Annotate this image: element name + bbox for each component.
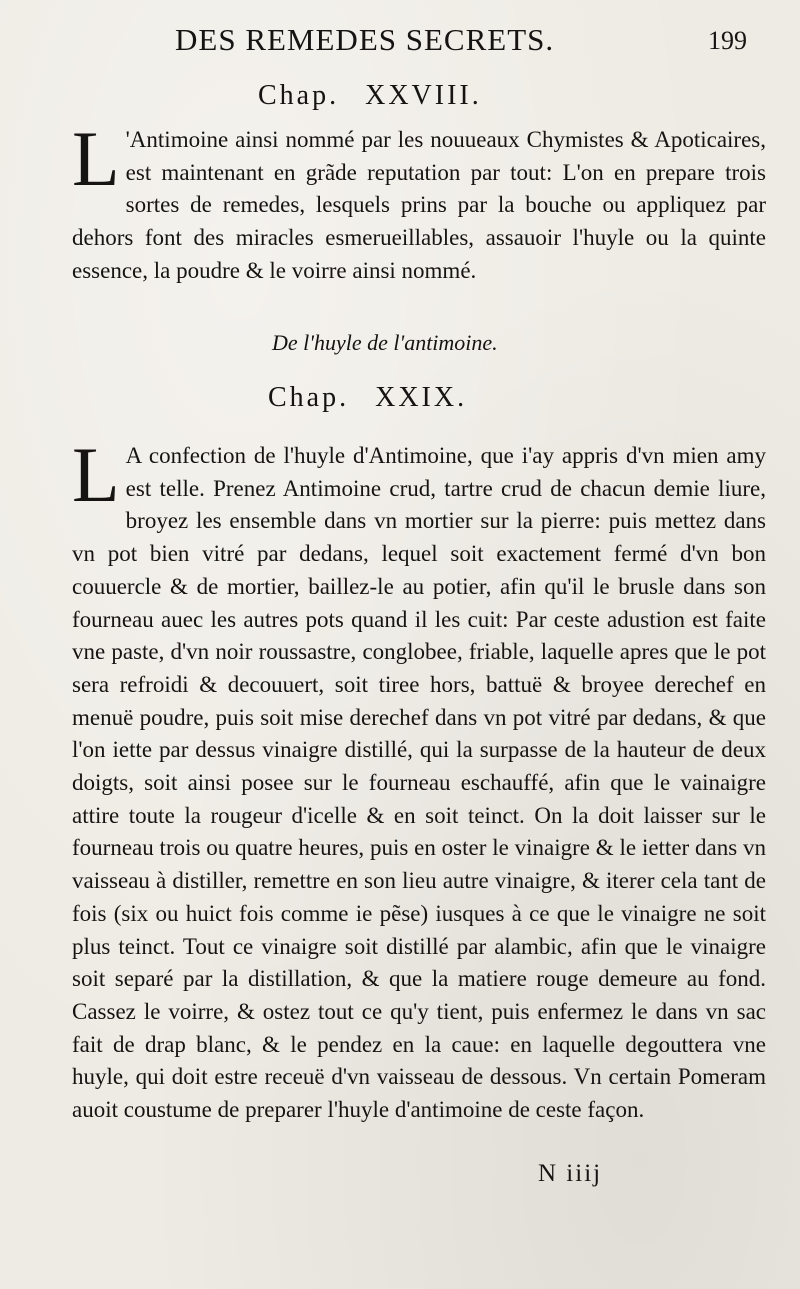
chapter-numeral: XXVIII. [365, 80, 482, 111]
chapter-heading-28 [258, 80, 482, 112]
section-subheading: De l'huyle de l'antimoine. [272, 330, 498, 355]
chapter-heading-29 [268, 382, 467, 414]
paragraph-text: A confection de l'huyle d'Antimoine, que i'ay appris d'vn mien amy est telle. Prenez Antimoine crud, tartre crud de chacun demie liure, broyez les ensemble dans vn mortier sur la pierre: puis mettez dans vn pot bien vitré par dedans, lequel soit exactement fermé d'vn bon couuercle & de mortier, baillez-le au potier, afin qu'il le brusle dans son fourneau auec les autres pots quand il les cuit: Par ceste adustion est faite vne paste, d'vn noir roussastre, conglobee, friable, laquelle apres que le pot sera refroidi & decouuert, soit tiree hors, battuë & broyee derechef en menuë poudre, puis soit mise derechef dans vn pot vitré par dedans, & que l'on iette par dessus vinaigre distillé, qui la surpasse de la hauteur de deux doigts, soit ainsi posee sur le fourneau eschauffé, afin que le vainaigre attire toute la rougeur d'icelle & en soit teinct. On la doit laisser sur le fourneau trois ou quatre heures, puis en oster le vinaigre & le ietter dans vn vaisseau à distiller, remettre en son lieu autre vinaigre, & iterer cela tant de fois (six ou huict fois comme ie pẽse) iusques à ce que le vinaigre ne soit plus teinct. Tout ce vinaigre soit distillé par alambic, afin que le vinaigre soit separé par la distillation, & que la matiere rouge demeure au fond. Cassez le voirre, & ostez tout ce qu'y tient, puis enfermez le dans vn sac fait de drap blanc, & le pendez en la caue: en laquelle degouttera vne huyle, qui doit estre receuë d'vn vaisseau de dessous. Vn certain Pomeram auoit coustume de preparer l'huyle d'antimoine de ceste façon. [72, 443, 766, 1123]
paragraph-huyle-confection [72, 431, 766, 1127]
paragraph-text: 'Antimoine ainsi nommé par les nouueaux Chymistes & Apoticaires, est maintenant en grãde reputation par tout: L'on en prepare trois sortes de remedes, lesquels prins par la bouche ou appliquez par dehors font des miracles esmerueillables, assauoir l'huyle ou la quinte essence, la poudre & le voirre ainsi nommé. [72, 127, 766, 283]
signature-mark: N iiij [538, 1160, 603, 1187]
drop-cap: L [72, 115, 120, 202]
chapter-numeral: XXIX. [375, 382, 468, 413]
drop-cap: L [72, 431, 120, 518]
page-number: 199 [708, 26, 747, 55]
paragraph-antimoine-intro [72, 115, 766, 288]
running-head: DES REMEDES SECRETS. [175, 22, 555, 57]
chapter-label: Chap. [258, 80, 340, 111]
chapter-label: Chap. [268, 382, 350, 413]
